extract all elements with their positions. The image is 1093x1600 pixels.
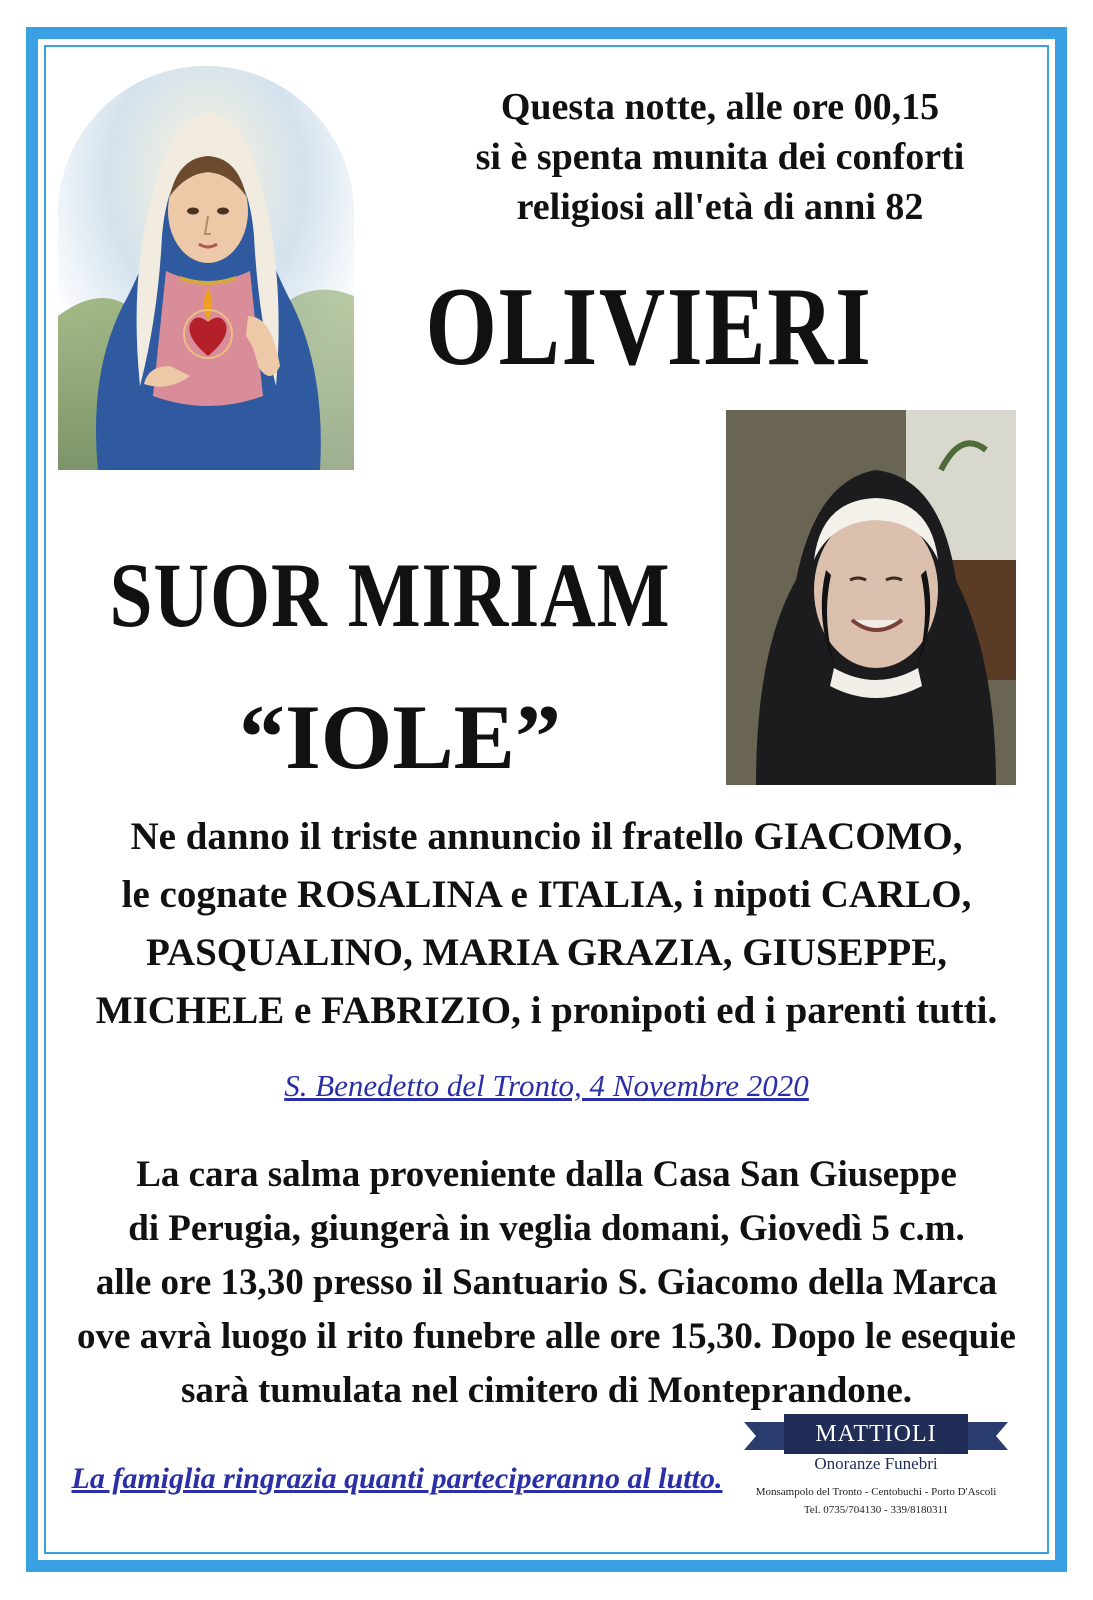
funeral-details (40, 1148, 1053, 1418)
details-line: La cara salma proveniente dalla Casa San Giuseppe (136, 1154, 957, 1195)
funeral-home-phone: Tel. 0735/704130 - 339/8180311 (803, 1504, 949, 1516)
family-announcement (40, 808, 1053, 1040)
funeral-home-locations: Monsampolo del Tronto - Centobuchi - Porto D'Ascoli (755, 1486, 997, 1498)
portrait-illustration (726, 410, 1016, 785)
family-line: Ne danno il triste annuncio il fratello GIACOMO, (130, 815, 963, 858)
family-line: PASQUALINO, MARIA GRAZIA, GIUSEPPE, (145, 931, 948, 974)
funeral-home-logo (732, 1414, 1020, 1526)
family-line: MICHELE e FABRIZIO, i pronipoti ed i parenti tutti. (95, 989, 998, 1032)
deceased-surname: OLIVIERI (425, 265, 873, 389)
madonna-illustration (58, 66, 354, 470)
deceased-portrait-photo (726, 410, 1016, 785)
details-line: alle ore 13,30 presso il Santuario S. Giacomo della Marca (95, 1262, 998, 1303)
intro-line: si è spenta munita dei conforti (475, 136, 965, 178)
details-line: sarà tumulata nel cimitero di Monteprandone. (180, 1370, 913, 1411)
deceased-religious-name: SUOR MIRIAM (109, 544, 671, 646)
madonna-holy-image (58, 66, 354, 470)
deceased-nickname: “IOLE” (238, 686, 562, 788)
funeral-home-subtitle: Onoranze Funebri (814, 1454, 938, 1473)
logo-ribbon (744, 1414, 1008, 1454)
funeral-home-brand: MATTIOLI (815, 1421, 937, 1447)
intro-line: religiosi all'età di anni 82 (516, 186, 924, 228)
family-line: le cognate ROSALINA e ITALIA, i nipoti CARLO, (121, 873, 972, 916)
intro-line: Questa notte, alle ore 00,15 (500, 86, 940, 128)
family-thanks: La famiglia ringrazia quanti parteciperanno al lutto. (71, 1462, 723, 1495)
details-line: ove avrà luogo il rito funebre alle ore 15,30. Dopo le esequie (77, 1316, 1016, 1357)
details-line: di Perugia, giungerà in veglia domani, Giovedì 5 c.m. (128, 1208, 965, 1249)
death-announcement-intro (420, 82, 1020, 232)
place-and-date: S. Benedetto del Tronto, 4 Novembre 2020 (284, 1068, 809, 1103)
